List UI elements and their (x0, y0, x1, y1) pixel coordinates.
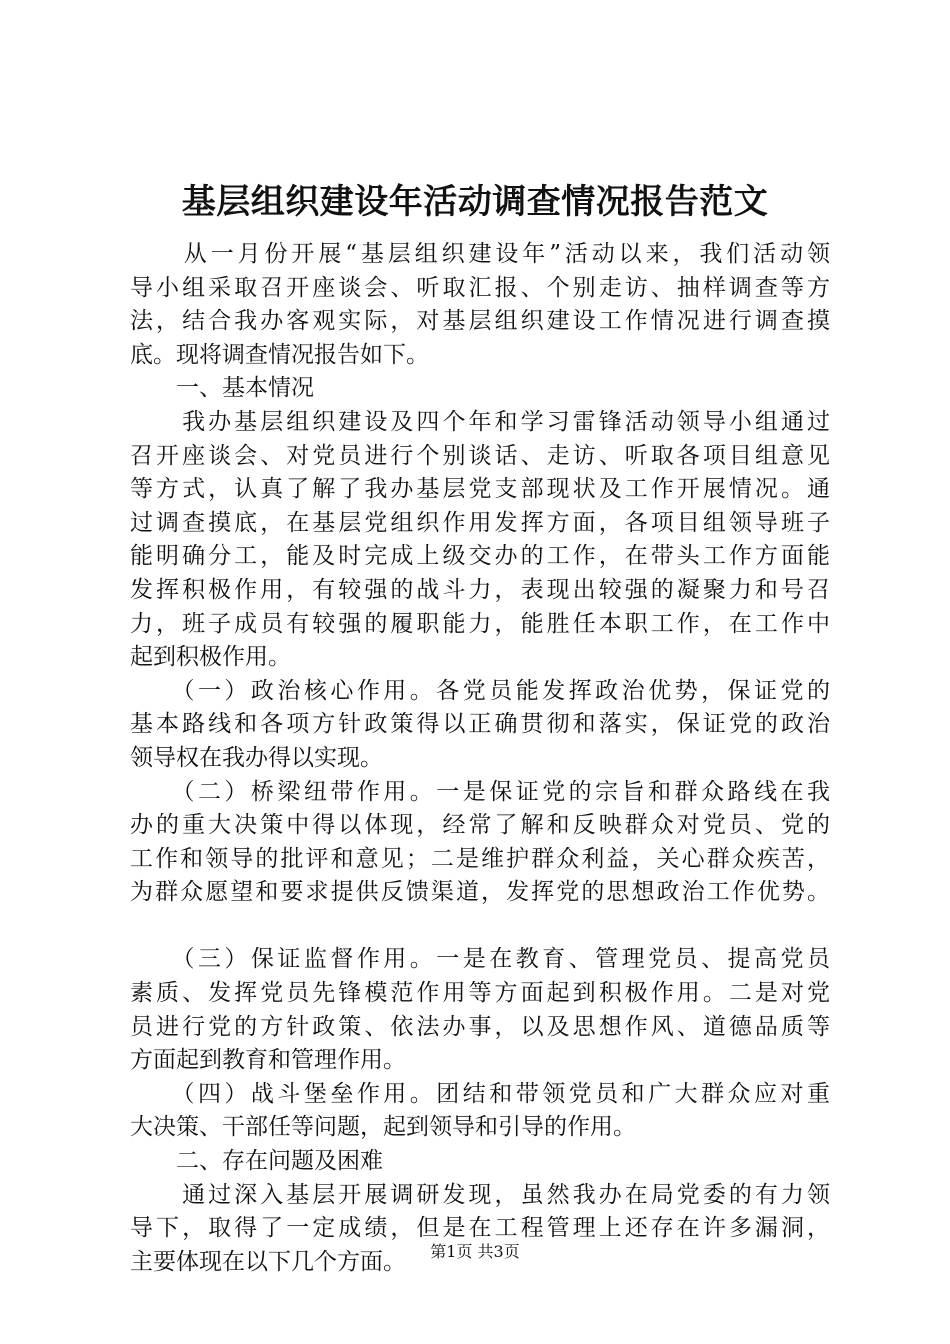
body-line: 能明确分工，能及时完成上级交办的工作，在带头工作方面能 (130, 543, 830, 570)
body-line: （四）战斗堡垒作用。团结和带领党员和广大群众应对重 (130, 1080, 830, 1107)
body-line: 底。现将调查情况报告如下。 (130, 341, 429, 368)
body-line: 员进行党的方针政策、依法办事，以及思想作风、道德品质等 (130, 1013, 830, 1040)
section-heading: 二、存在问题及困难 (130, 1148, 383, 1175)
body-line: 方面起到教育和管理作用。 (130, 1047, 406, 1074)
body-line: 素质、发挥党员先锋模范作用等方面起到积极作用。二是对党 (130, 980, 830, 1007)
body-line: 过调查摸底，在基层党组织作用发挥方面，各项目组领导班子 (130, 509, 830, 536)
document-title: 基层组织建设年活动调查情况报告范文 (181, 182, 769, 222)
body-line: 为群众愿望和要求提供反馈渠道，发挥党的思想政治工作优势。 (130, 879, 830, 906)
body-line: （二）桥梁纽带作用。一是保证党的宗旨和群众路线在我 (130, 778, 830, 805)
body-line: 办的重大决策中得以体现，经常了解和反映群众对党员、党的 (130, 812, 830, 839)
body-line: 工作和领导的批评和意见；二是维护群众利益，关心群众疾苦， (130, 845, 830, 872)
body-line: 等方式，认真了解了我办基层党支部现状及工作开展情况。通 (130, 476, 830, 503)
body-line: （三）保证监督作用。一是在教育、管理党员、提高党员 (130, 946, 830, 973)
blank-line (130, 910, 830, 944)
body-line: 起到积极作用。 (130, 644, 291, 671)
body-line: 发挥积极作用，有较强的战斗力，表现出较强的凝聚力和号召 (130, 576, 830, 603)
body-line: 力，班子成员有较强的履职能力，能胜任本职工作，在工作中 (130, 610, 830, 637)
body-line: 大决策、干部任等问题，起到领导和引导的作用。 (130, 1114, 636, 1141)
body-line: 导小组采取召开座谈会、听取汇报、个别走访、抽样调查等方 (130, 274, 830, 301)
page-number: 第1页 共3页 (430, 1242, 520, 1261)
body-line: 法，结合我办客观实际，对基层组织建设工作情况进行调查摸 (130, 308, 830, 335)
body-line: 导下，取得了一定成绩，但是在工程管理上还存在许多漏洞， (130, 1215, 830, 1242)
body-line: 通过深入基层开展调研发现，虽然我办在局党委的有力领 (130, 1181, 830, 1208)
section-heading: 一、基本情况 (130, 375, 314, 402)
body-line: 领导权在我办得以实现。 (130, 744, 383, 771)
document-body (130, 238, 830, 1279)
body-line: 召开座谈会、对党员进行个别谈话、走访、听取各项目组意见 (130, 442, 830, 469)
body-line: 主要体现在以下几个方面。 (130, 1248, 406, 1275)
body-line: 我办基层组织建设及四个年和学习雷锋活动领导小组通过 (130, 408, 830, 435)
body-line: （一）政治核心作用。各党员能发挥政治优势，保证党的 (130, 677, 830, 704)
body-line: 从一月份开展“基层组织建设年”活动以来，我们活动领 (130, 241, 830, 267)
body-line: 基本路线和各项方针政策得以正确贯彻和落实，保证党的政治 (130, 711, 830, 738)
